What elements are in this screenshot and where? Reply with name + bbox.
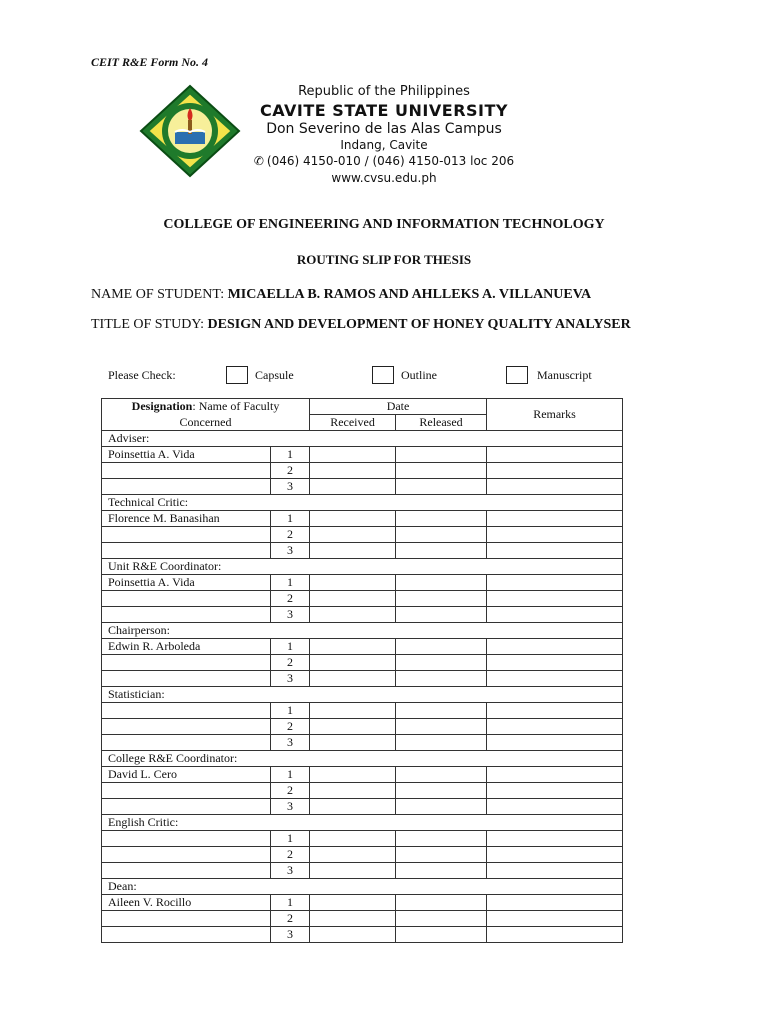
received-cell[interactable] [310,543,396,559]
received-cell[interactable] [310,511,396,527]
round-number-cell: 2 [271,783,310,799]
table-row [102,527,623,543]
received-cell[interactable] [310,639,396,655]
faculty-name-cell[interactable] [102,831,271,847]
round-number-cell: 1 [271,831,310,847]
received-cell[interactable] [310,719,396,735]
remarks-cell[interactable] [487,447,623,463]
round-number-cell: 3 [271,927,310,943]
faculty-name-cell[interactable]: Poinsettia A. Vida [102,447,271,463]
manuscript-label: Manuscript [537,368,592,382]
college-title: COLLEGE OF ENGINEERING AND INFORMATION TECHNOLOGY [163,217,605,232]
faculty-name-cell[interactable] [102,799,271,815]
role-row [102,623,623,639]
remarks-cell[interactable] [487,543,623,559]
faculty-name-cell[interactable]: Aileen V. Rocillo [102,895,271,911]
released-cell[interactable] [396,831,487,847]
round-number-cell: 1 [271,703,310,719]
released-cell[interactable] [396,671,487,687]
faculty-name-cell[interactable] [102,927,271,943]
remarks-cell[interactable] [487,591,623,607]
table-row [102,863,623,879]
role-label: Statistician: [102,687,623,703]
remarks-cell[interactable] [487,735,623,751]
received-cell[interactable] [310,783,396,799]
faculty-name-cell[interactable] [102,543,271,559]
capsule-label: Capsule [255,368,294,382]
table-row [102,799,623,815]
received-cell[interactable] [310,927,396,943]
received-cell[interactable] [310,911,396,927]
released-cell[interactable] [396,895,487,911]
role-row [102,431,623,447]
university-seal-logo [139,84,241,178]
remarks-cell[interactable] [487,895,623,911]
released-cell[interactable] [396,703,487,719]
phone-number: (046) 4150-010 / (046) 4150-013 loc 206 [266,154,515,168]
released-cell[interactable] [396,719,487,735]
faculty-name-cell[interactable] [102,591,271,607]
round-number-cell: 1 [271,447,310,463]
table-row [102,783,623,799]
round-number-cell: 2 [271,719,310,735]
received-cell[interactable] [310,767,396,783]
faculty-name-cell[interactable]: Florence M. Banasihan [102,511,271,527]
faculty-name-cell[interactable] [102,607,271,623]
table-row [102,719,623,735]
remarks-cell[interactable] [487,463,623,479]
table-row [102,591,623,607]
released-cell[interactable] [396,511,487,527]
table-row [102,703,623,719]
study-value: DESIGN AND DEVELOPMENT OF HONEY QUALITY ANALYSER [207,317,631,332]
released-cell[interactable] [396,527,487,543]
round-number-cell: 1 [271,575,310,591]
round-number-cell: 1 [271,511,310,527]
capsule-checkbox[interactable] [226,366,248,384]
remarks-cell[interactable] [487,847,623,863]
remarks-cell[interactable] [487,575,623,591]
released-cell[interactable] [396,639,487,655]
remarks-cell[interactable] [487,671,623,687]
received-cell[interactable] [310,655,396,671]
table-row [102,831,623,847]
received-cell[interactable] [310,671,396,687]
remarks-cell[interactable] [487,703,623,719]
released-cell[interactable] [396,799,487,815]
republic-label: Republic of the Philippines [298,84,470,99]
released-cell[interactable] [396,591,487,607]
role-label: Adviser: [102,431,623,447]
remarks-cell[interactable] [487,783,623,799]
released-header: Released [396,415,487,431]
faculty-name-cell[interactable] [102,735,271,751]
faculty-name-cell[interactable]: Edwin R. Arboleda [102,639,271,655]
round-number-cell: 1 [271,767,310,783]
role-row [102,687,623,703]
remarks-cell[interactable] [487,767,623,783]
date-header: Date [310,399,487,415]
phone-icon: ✆ [253,154,264,168]
faculty-name-cell[interactable] [102,655,271,671]
please-check-label: Please Check: [108,368,176,382]
released-cell[interactable] [396,607,487,623]
remarks-cell[interactable] [487,655,623,671]
table-row [102,767,623,783]
student-name-field [91,287,591,303]
round-number-cell: 3 [271,479,310,495]
faculty-name-cell[interactable] [102,703,271,719]
table-row [102,847,623,863]
table-row [102,479,623,495]
student-value: MICAELLA B. RAMOS AND AHLLEKS A. VILLANUEVA [227,287,592,302]
remarks-cell[interactable] [487,799,623,815]
received-cell[interactable] [310,463,396,479]
received-cell[interactable] [310,831,396,847]
routing-slip-title: ROUTING SLIP FOR THESIS [296,252,472,267]
remarks-cell[interactable] [487,911,623,927]
form-number: CEIT R&E Form No. 4 [91,55,209,69]
remarks-header: Remarks [487,399,623,431]
study-title-field [91,317,631,333]
concerned-header: Concerned [102,415,310,431]
role-row [102,495,623,511]
check-row [108,366,628,386]
round-number-cell: 3 [271,607,310,623]
table-row [102,543,623,559]
released-cell[interactable] [396,783,487,799]
received-cell[interactable] [310,479,396,495]
round-number-cell: 1 [271,639,310,655]
table-row [102,911,623,927]
round-number-cell: 2 [271,911,310,927]
routing-table [101,398,623,943]
role-label: Technical Critic: [102,495,623,511]
faculty-name-cell[interactable] [102,527,271,543]
table-row [102,575,623,591]
table-row [102,671,623,687]
table-row [102,447,623,463]
faculty-name-cell[interactable] [102,783,271,799]
released-cell[interactable] [396,463,487,479]
remarks-cell[interactable] [487,479,623,495]
website-link[interactable]: www.cvsu.edu.ph [331,171,437,185]
released-cell[interactable] [396,575,487,591]
table-row [102,655,623,671]
role-label: English Critic: [102,815,623,831]
table-row [102,639,623,655]
table-row [102,463,623,479]
faculty-name-cell[interactable] [102,863,271,879]
received-cell[interactable] [310,591,396,607]
round-number-cell: 2 [271,591,310,607]
released-cell[interactable] [396,863,487,879]
role-label: Chairperson: [102,623,623,639]
released-cell[interactable] [396,927,487,943]
received-cell[interactable] [310,575,396,591]
role-row [102,559,623,575]
faculty-name-cell[interactable] [102,911,271,927]
role-row [102,879,623,895]
round-number-cell: 3 [271,543,310,559]
role-row [102,751,623,767]
remarks-cell[interactable] [487,607,623,623]
role-row [102,815,623,831]
released-cell[interactable] [396,911,487,927]
received-cell[interactable] [310,703,396,719]
round-number-cell: 2 [271,463,310,479]
released-cell[interactable] [396,479,487,495]
manuscript-checkbox[interactable] [506,366,528,384]
released-cell[interactable] [396,767,487,783]
faculty-name-cell[interactable] [102,479,271,495]
remarks-cell[interactable] [487,831,623,847]
remarks-cell[interactable] [487,639,623,655]
released-cell[interactable] [396,655,487,671]
received-cell[interactable] [310,447,396,463]
round-number-cell: 2 [271,527,310,543]
outline-label: Outline [401,368,437,382]
role-label: Dean: [102,879,623,895]
round-number-cell: 1 [271,895,310,911]
remarks-cell[interactable] [487,527,623,543]
faculty-name-cell[interactable] [102,463,271,479]
role-label: Unit R&E Coordinator: [102,559,623,575]
table-row [102,895,623,911]
round-number-cell: 3 [271,735,310,751]
student-label: NAME OF STUDENT: [91,287,228,302]
table-row [102,511,623,527]
received-cell[interactable] [310,735,396,751]
received-cell[interactable] [310,895,396,911]
remarks-cell[interactable] [487,719,623,735]
remarks-cell[interactable] [487,927,623,943]
designation-header: Designation: Name of Faculty [102,399,310,415]
received-cell[interactable] [310,527,396,543]
round-number-cell: 3 [271,799,310,815]
received-cell[interactable] [310,607,396,623]
released-cell[interactable] [396,543,487,559]
received-cell[interactable] [310,863,396,879]
received-cell[interactable] [310,799,396,815]
campus-name: Don Severino de las Alas Campus [266,121,502,137]
faculty-name-cell[interactable] [102,671,271,687]
released-cell[interactable] [396,735,487,751]
received-header: Received [310,415,396,431]
round-number-cell: 2 [271,847,310,863]
outline-checkbox[interactable] [372,366,394,384]
round-number-cell: 2 [271,655,310,671]
remarks-cell[interactable] [487,863,623,879]
role-label: College R&E Coordinator: [102,751,623,767]
faculty-name-cell[interactable]: Poinsettia A. Vida [102,575,271,591]
table-row [102,927,623,943]
faculty-name-cell[interactable]: David L. Cero [102,767,271,783]
released-cell[interactable] [396,447,487,463]
town-label: Indang, Cavite [340,138,428,152]
remarks-cell[interactable] [487,511,623,527]
table-row [102,735,623,751]
study-label: TITLE OF STUDY: [91,317,208,332]
faculty-name-cell[interactable] [102,719,271,735]
received-cell[interactable] [310,847,396,863]
released-cell[interactable] [396,847,487,863]
faculty-name-cell[interactable] [102,847,271,863]
table-row [102,607,623,623]
round-number-cell: 3 [271,863,310,879]
university-name: CAVITE STATE UNIVERSITY [260,101,508,120]
round-number-cell: 3 [271,671,310,687]
phone-line [250,154,518,168]
